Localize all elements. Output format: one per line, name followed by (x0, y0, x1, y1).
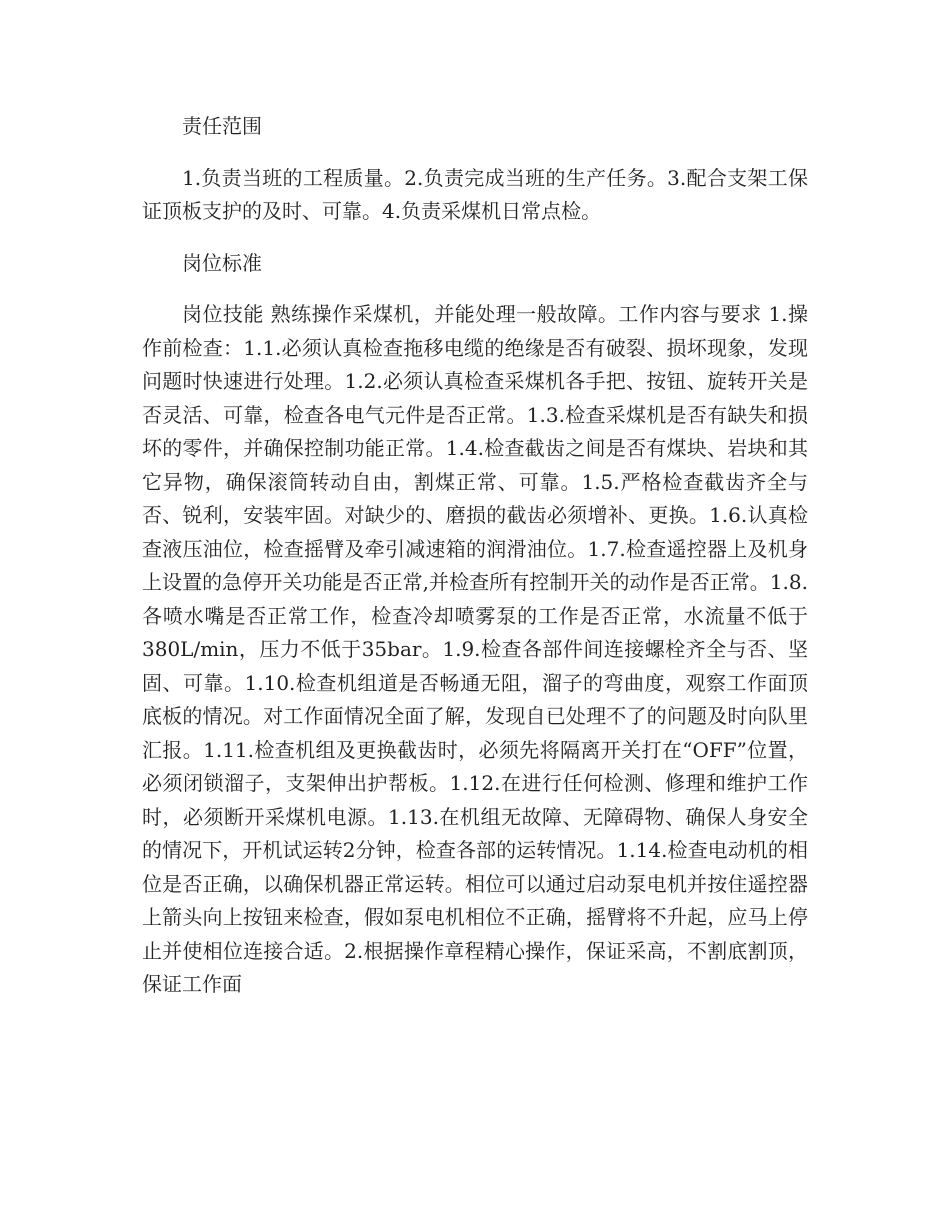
section-heading-standards: 岗位标准 (182, 250, 262, 275)
document-body (142, 110, 808, 1020)
responsibility-paragraph: 1.负责当班的工程质量。2.负责完成当班的生产任务。3.配合支架工保证顶板支护的及时、可靠。4.负责采煤机日常点检。 (142, 165, 808, 223)
section-heading-responsibility: 责任范围 (182, 114, 262, 138)
standards-paragraph: 岗位技能 熟练操作采煤机，并能处理一般故障。工作内容与要求 1.操作前检查：1.1.必须认真检查拖移电缆的绝缘是否有破裂、损坏现象，发现问题时快速进行处理。1.2.必须认真检查采煤机各手把、按钮、旋转开关是否灵活、可靠，检查各电气元件是否正常。1.3.检查采煤机是否有缺失和损坏的零件，并确保控制功能正常。1.4.检查截齿之间是否有煤块、岩块和其它异物，确保滚筒转动自由，割煤正常、可靠。1.5.严格检查截齿齐全与否、锐利，安装牢固。对缺少的、磨损的截齿必须增补、更换。1.6.认真检查液压油位，检查摇臂及牵引减速箱的润滑油位。1.7.检查遥控器上及机身上设置的急停开关功能是否正常,并检查所有控制开关的动作是否正常。1.8.各喷水嘴是否正常工作，检查冷却喷雾泵的工作是否正常，水流量不低于380L/min，压力不低于35bar。1.9.检查各部件间连接螺栓齐全与否、坚固、可靠。1.10.检查机组道是否畅通无阻，溜子的弯曲度，观察工作面顶底板的情况。对工作面情况全面了解，发现自已处理不了的问题及时向队里汇报。1.11.检查机组及更换截齿时，必须先将隔离开关打在“OFF”位置，必须闭锁溜子，支架伸出护帮板。1.12.在进行任何检测、修理和维护工作时，必须断开采煤机电源。1.13.在机组无故障、无障碍物、确保人身安全的情况下，开机试运转2分钟，检查各部的运转情况。1.14.检查电动机的相位是否正确，以确保机器正常运转。相位可以通过启动泵电机并按住遥控器上箭头向上按钮来检查，假如泵电机相位不正确，摇臂将不升起，应马上停止并使相位连接合适。2.根据操作章程精心操作，保证采高，不割底割顶，保证工作面 (142, 302, 808, 996)
